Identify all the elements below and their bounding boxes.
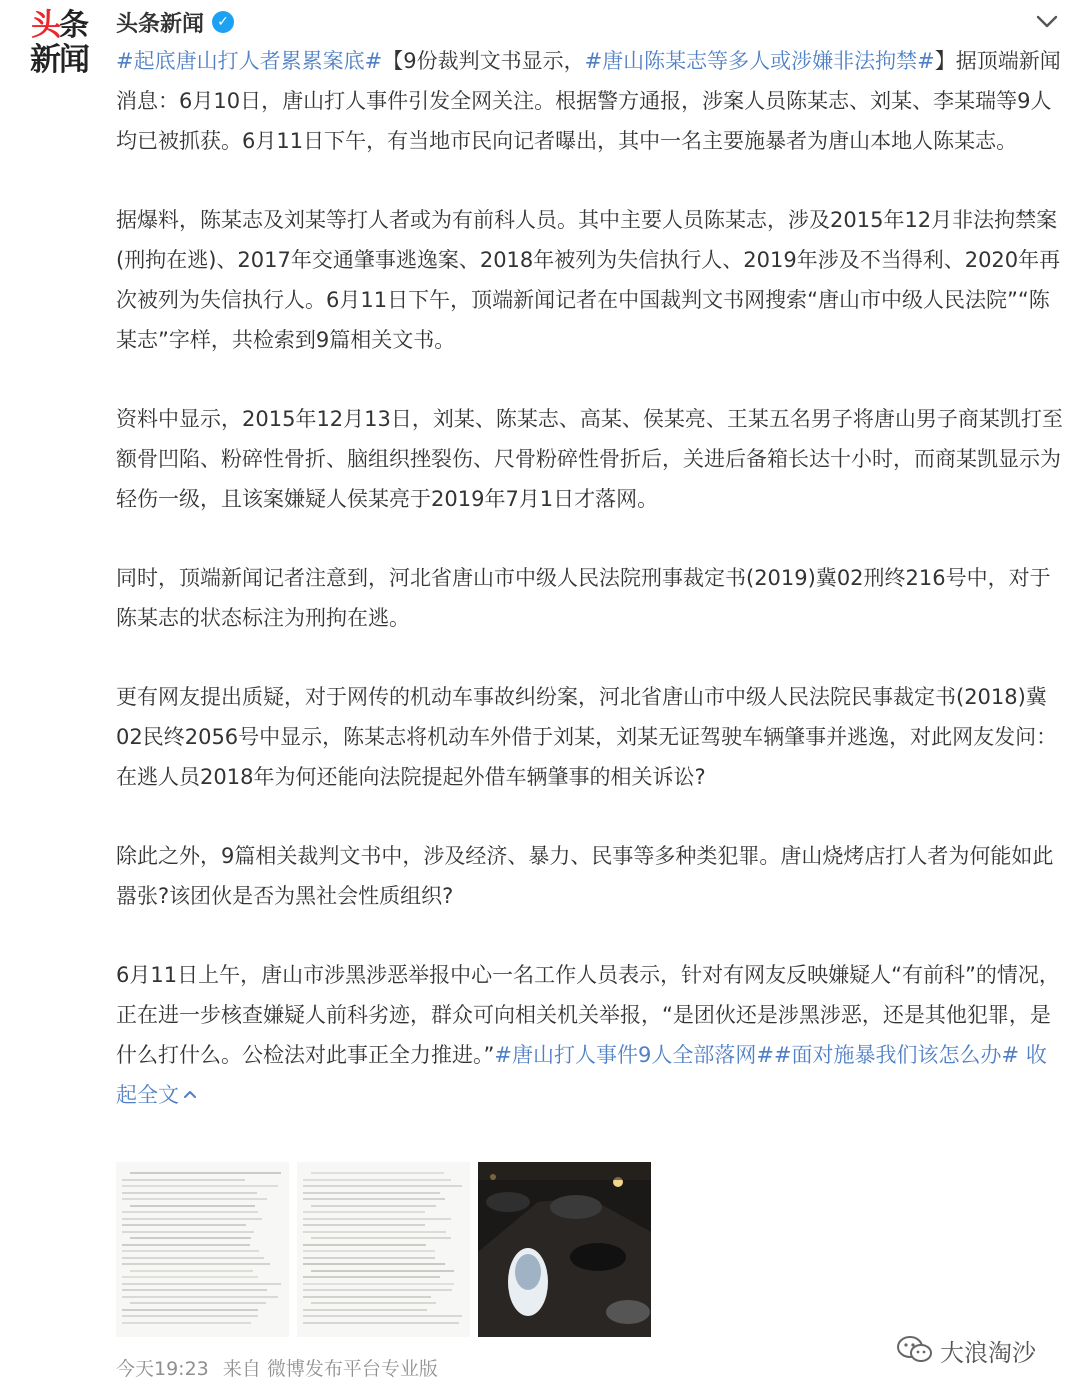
- document-text-line: [303, 1244, 426, 1246]
- document-text-line: [122, 1322, 251, 1324]
- hashtag-link[interactable]: #唐山陈某志等多人或涉嫌非法拘禁#: [584, 49, 935, 73]
- avatar[interactable]: [26, 8, 92, 78]
- document-text-line: [303, 1185, 462, 1187]
- post-text: 】据顶端新闻消息：6月10日，唐山打人事件引发全网关注。根据警方通报，涉案人员陈某志、刘某、李某瑞等9人均已被抓获。6月11日下午，有当地市民向记者曝出，其中一名主要施暴者为唐山本地人陈某志。: [116, 49, 1061, 153]
- post-text: 资料中显示，2015年12月13日，刘某、陈某志、高某、侯某亮、王某五名男子将唐山男子商某凯打至额骨凹陷、粉碎性骨折、脑组织挫裂伤、尺骨粉碎性骨折后，关进后备箱长达十小时，而商某凯显示为轻伤一级，且该案嫌疑人侯某亮于2019年7月1日才落网。: [116, 407, 1063, 511]
- document-text-line: [122, 1211, 258, 1213]
- post-paragraph: [116, 677, 1066, 797]
- watermark: [896, 1332, 1036, 1368]
- document-text-line: [122, 1231, 254, 1233]
- document-text-line: [122, 1192, 257, 1194]
- document-text-line: [303, 1179, 451, 1181]
- document-text-line: [311, 1270, 454, 1272]
- document-text-line: [122, 1198, 267, 1200]
- document-text-line: [122, 1315, 258, 1317]
- document-text-line: [303, 1218, 451, 1220]
- post-paragraph: [116, 41, 1066, 161]
- document-text-line: [122, 1224, 246, 1226]
- image-thumbnail-document-2[interactable]: [297, 1162, 470, 1337]
- post-source[interactable]: 来自 微博发布平台专业版: [222, 1358, 438, 1380]
- document-text-line: [122, 1296, 278, 1298]
- document-text-line: [303, 1231, 446, 1233]
- verified-badge-icon: ✓: [212, 11, 234, 33]
- document-text-line: [122, 1289, 267, 1291]
- author[interactable]: [116, 6, 234, 38]
- document-text-line: [130, 1172, 281, 1174]
- document-text-line: [311, 1172, 444, 1174]
- image-thumbnail-document-1[interactable]: [116, 1162, 289, 1337]
- document-text-line: [122, 1185, 278, 1187]
- post-paragraph: [116, 200, 1066, 360]
- post-text: 除此之外，9篇相关裁判文书中，涉及经济、暴力、民事等多种类犯罪。唐山烧烤店打人者为何能如此嚣张?该团伙是否为黑社会性质组织?: [116, 844, 1054, 908]
- document-text-line: [303, 1309, 427, 1311]
- document-text-line: [130, 1205, 255, 1207]
- document-text-line: [311, 1205, 436, 1207]
- document-text-line: [122, 1309, 258, 1311]
- night-street-photo: [478, 1162, 651, 1337]
- watermark-text: 大浪淘沙: [940, 1338, 1036, 1367]
- document-text-line: [130, 1302, 266, 1304]
- document-text-line: [122, 1250, 259, 1252]
- document-text-line: [303, 1289, 452, 1291]
- avatar-line1: 头条: [31, 7, 87, 43]
- document-text-line: [303, 1224, 425, 1226]
- wechat-icon: [896, 1335, 934, 1365]
- document-text-line: [303, 1276, 440, 1278]
- post-text: 6月11日上午，唐山市涉黑涉恶举报中心一名工作人员表示，针对有网友反映嫌疑人“有前科”的情况，正在进一步核查嫌疑人前科劣迹，群众可向相关机关举报，“是团伙还是涉黑涉恶，还是其他犯罪，是什么打什么。公检法对此事正全力推进。”: [116, 963, 1060, 1067]
- document-text-line: [130, 1237, 251, 1239]
- document-text-line: [311, 1302, 436, 1304]
- image-thumbnail-photo[interactable]: [478, 1162, 651, 1337]
- document-text-line: [311, 1237, 451, 1239]
- document-text-line: [303, 1283, 454, 1285]
- post-meta: [116, 1354, 438, 1381]
- document-text-line: [122, 1283, 281, 1285]
- document-text-line: [303, 1198, 445, 1200]
- collapse-full-text-link[interactable]: 收起全文: [116, 1043, 1047, 1107]
- document-text-line: [122, 1276, 258, 1278]
- post-time[interactable]: 今天19:23: [116, 1358, 209, 1380]
- document-text-line: [303, 1250, 435, 1252]
- author-name[interactable]: 头条新闻: [116, 11, 205, 37]
- post-text: 【9份裁判文书显示，: [382, 49, 585, 73]
- post-text: 同时，顶端新闻记者注意到，河北省唐山市中级人民法院刑事裁定书(2019)冀02刑终216号中，对于陈某志的状态标注为刑拘在逃。: [116, 566, 1051, 630]
- document-text-line: [122, 1244, 250, 1246]
- document-text-line: [303, 1315, 462, 1317]
- document-text-line: [303, 1322, 459, 1324]
- post-text: 据爆料，陈某志及刘某等打人者或为有前科人员。其中主要人员陈某志，涉及2015年12月非法拘禁案(刑拘在逃)、2017年交通肇事逃逸案、2018年被列为失信执行人、2019年涉及不当得利、2020年再次被列为失信执行人。6月11日下午，顶端新闻记者在中国裁判文书网搜索“唐山市中级人民法院”“陈某志”字样，共检索到9篇相关文书。: [116, 208, 1061, 352]
- chevron-down-icon[interactable]: [1034, 8, 1060, 34]
- post-paragraph: [116, 399, 1066, 519]
- post-content: [116, 41, 1066, 1115]
- document-text-line: [122, 1263, 270, 1265]
- document-text-line: [303, 1211, 425, 1213]
- post-paragraph: [116, 955, 1066, 1115]
- document-text-line: [303, 1263, 445, 1265]
- hashtag-link[interactable]: #起底唐山打人者累累案底#: [116, 49, 383, 73]
- post-text: 更有网友提出质疑，对于网传的机动车事故纠纷案，河北省唐山市中级人民法院民事裁定书(2018)冀02民终2056号中显示，陈某志将机动车外借于刘某，刘某无证驾驶车辆肇事并逃逸，对此网友发问：在逃人员2018年为何还能向法院提起外借车辆肇事的相关诉讼?: [116, 685, 1058, 789]
- post-paragraph: [116, 836, 1066, 916]
- avatar-line2: 新闻: [30, 41, 88, 78]
- document-text-line: [122, 1257, 264, 1259]
- document-text-line: [122, 1218, 262, 1220]
- document-text-line: [130, 1270, 253, 1272]
- chevron-up-icon[interactable]: [182, 1086, 198, 1102]
- document-text-line: [303, 1296, 431, 1298]
- post-paragraph: [116, 558, 1066, 638]
- document-text-line: [122, 1179, 245, 1181]
- avatar-line1-rest: 条: [59, 7, 87, 43]
- hashtag-link[interactable]: #唐山打人事件9人全部落网##面对施暴我们该怎么办#: [494, 1043, 1020, 1067]
- document-text-line: [303, 1257, 435, 1259]
- document-text-line: [303, 1192, 440, 1194]
